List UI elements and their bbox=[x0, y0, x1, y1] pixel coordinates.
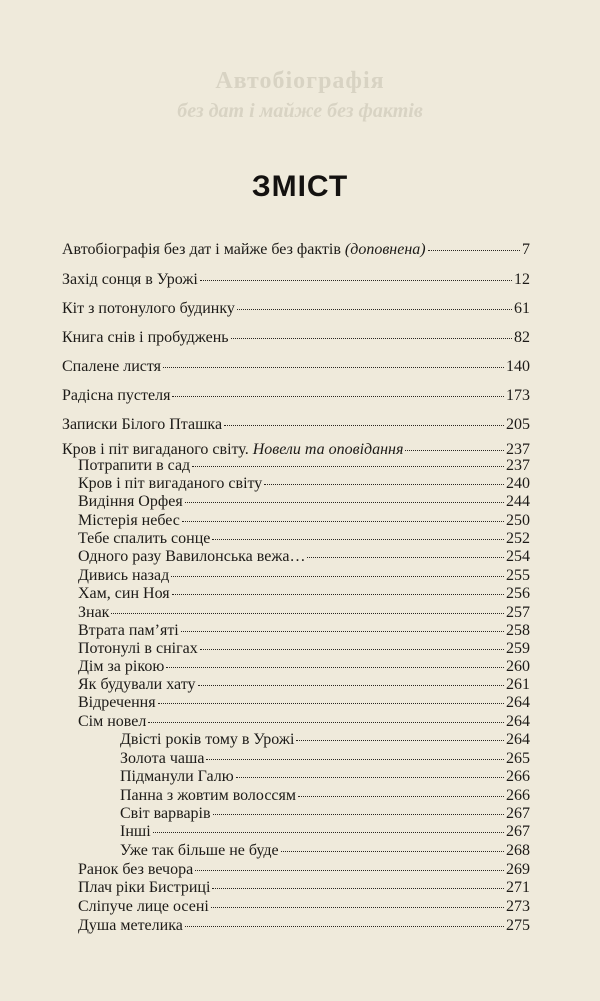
toc-entry-title: Захід сонця в Урожі bbox=[62, 271, 198, 288]
toc-entry bbox=[62, 386, 530, 405]
toc-entry bbox=[78, 897, 530, 916]
toc-entry-title: Видіння Орфея bbox=[78, 493, 183, 510]
toc-entry-title: Потонулі в снігах bbox=[78, 640, 198, 657]
dot-leader bbox=[405, 449, 504, 451]
toc-entry bbox=[62, 357, 530, 376]
toc-entry-page-number: 61 bbox=[514, 300, 530, 317]
dot-leader bbox=[231, 337, 512, 339]
toc-entry-page-number: 252 bbox=[506, 530, 530, 547]
dot-leader bbox=[166, 666, 504, 668]
toc-entry-title: Відречення bbox=[78, 694, 156, 711]
bleed-through-subheading: без дат і майже без фактів bbox=[177, 100, 423, 122]
dot-leader bbox=[172, 593, 504, 595]
toc-entry-title: Ранок без вечора bbox=[78, 861, 194, 878]
toc-entry bbox=[78, 657, 530, 676]
toc-entry bbox=[120, 804, 530, 823]
toc-entry bbox=[78, 675, 530, 694]
toc-entry-page-number: 258 bbox=[506, 622, 530, 639]
toc-entry-title: Золота чаша bbox=[120, 750, 205, 767]
dot-leader bbox=[181, 630, 504, 632]
toc-entry bbox=[78, 456, 530, 475]
toc-entry-title: Містерія небес bbox=[78, 512, 180, 529]
dot-leader bbox=[195, 869, 504, 871]
toc-entry bbox=[120, 822, 530, 841]
toc-entry-title: Підманули Галю bbox=[120, 768, 234, 785]
dot-leader bbox=[307, 556, 504, 558]
toc-entry-title: Панна з жовтим волоссям bbox=[120, 787, 296, 804]
dot-leader bbox=[185, 925, 504, 927]
toc-entry-title: Одного разу Вавилонська вежа… bbox=[78, 548, 306, 565]
toc-entry bbox=[62, 299, 530, 318]
dot-leader bbox=[236, 776, 504, 778]
toc-entry-page-number: 12 bbox=[514, 271, 530, 288]
toc-entry-page-number: 237 bbox=[506, 457, 530, 474]
toc-entry bbox=[62, 328, 530, 347]
dot-leader bbox=[213, 813, 504, 815]
toc-entry-page-number: 271 bbox=[506, 879, 530, 896]
toc-entry-page-number: 237 bbox=[506, 441, 530, 458]
toc-entry-subtitle: (доповнена) bbox=[344, 241, 426, 258]
toc-entry-page-number: 205 bbox=[506, 416, 530, 433]
toc-entry-page-number: 250 bbox=[506, 512, 530, 529]
toc-entry-page-number: 268 bbox=[506, 842, 530, 859]
dot-leader bbox=[224, 424, 504, 426]
toc-entry bbox=[78, 878, 530, 897]
toc-entry-page-number: 7 bbox=[522, 241, 530, 258]
dot-leader bbox=[163, 366, 504, 368]
toc-entry-page-number: 265 bbox=[506, 750, 530, 767]
dot-leader bbox=[281, 850, 504, 852]
toc-entry bbox=[78, 474, 530, 493]
dot-leader bbox=[212, 887, 504, 889]
toc-entry-page-number: 260 bbox=[506, 658, 530, 675]
toc-entry-title: Записки Білого Пташка bbox=[62, 416, 223, 433]
toc-entry bbox=[78, 916, 530, 935]
toc-entry-page-number: 256 bbox=[506, 585, 530, 602]
dot-leader bbox=[182, 520, 504, 522]
bleed-through-heading: Автобіографія bbox=[215, 68, 385, 94]
toc-entry-title: Дивись назад bbox=[78, 567, 170, 584]
toc-entry-title: Сім новел bbox=[78, 713, 147, 730]
toc-entry-page-number: 266 bbox=[506, 787, 530, 804]
toc-entry bbox=[78, 860, 530, 879]
toc-entry-page-number: 264 bbox=[506, 731, 530, 748]
toc-entry-page-number: 244 bbox=[506, 493, 530, 510]
toc-entry-page-number: 240 bbox=[506, 475, 530, 492]
toc-entry bbox=[78, 712, 530, 731]
toc-entry-page-number: 267 bbox=[506, 805, 530, 822]
toc-entry-title: Сліпуче лице осені bbox=[78, 898, 209, 915]
toc-entry-page-number: 254 bbox=[506, 548, 530, 565]
toc-entry bbox=[62, 415, 530, 434]
toc-entry-title: Плач ріки Бистриці bbox=[78, 879, 211, 896]
toc-entry-page-number: 264 bbox=[506, 694, 530, 711]
toc-entry bbox=[78, 603, 530, 622]
dot-leader bbox=[172, 395, 504, 397]
toc-entry-title: Знак bbox=[78, 604, 110, 621]
toc-entry-title: Хам, син Ноя bbox=[78, 585, 170, 602]
toc-entry-title: Уже так більше не буде bbox=[120, 842, 279, 859]
toc-entry-page-number: 82 bbox=[514, 329, 530, 346]
toc-entry bbox=[62, 270, 530, 289]
dot-leader bbox=[206, 758, 504, 760]
dot-leader bbox=[264, 483, 504, 485]
toc-entry-page-number: 269 bbox=[506, 861, 530, 878]
toc-entry-page-number: 255 bbox=[506, 567, 530, 584]
toc-entry-page-number: 264 bbox=[506, 713, 530, 730]
dot-leader bbox=[171, 575, 504, 577]
toc-entry-title: Спалене листя bbox=[62, 358, 162, 375]
toc-entry bbox=[62, 240, 530, 259]
toc-entry bbox=[120, 841, 530, 860]
dot-leader bbox=[237, 308, 512, 310]
toc-entry-page-number: 273 bbox=[506, 898, 530, 915]
dot-leader bbox=[200, 648, 504, 650]
toc-entry-page-number: 173 bbox=[506, 387, 530, 404]
toc-entry bbox=[78, 693, 530, 712]
dot-leader bbox=[192, 465, 504, 467]
toc-entry-page-number: 259 bbox=[506, 640, 530, 657]
dot-leader bbox=[211, 906, 504, 908]
toc-entry bbox=[78, 547, 530, 566]
toc-entry-subtitle: Новели та оповідання bbox=[252, 441, 404, 458]
page-title: ЗМІСТ bbox=[251, 170, 349, 203]
toc-entry bbox=[78, 492, 530, 511]
dot-leader bbox=[296, 739, 504, 741]
dot-leader bbox=[148, 721, 504, 723]
toc-entry-title: Кров і піт вигаданого світу. Новели та оповідання bbox=[62, 441, 404, 458]
dot-leader bbox=[153, 831, 504, 833]
toc-entry-title: Світ варварів bbox=[120, 805, 211, 822]
toc-entry-page-number: 261 bbox=[506, 676, 530, 693]
toc-entry bbox=[78, 621, 530, 640]
toc-entry-title: Дім за рікою bbox=[78, 658, 165, 675]
dot-leader bbox=[198, 684, 505, 686]
toc-entry bbox=[120, 749, 530, 768]
toc-entry-title: Потрапити в сад bbox=[78, 457, 191, 474]
toc-entry-page-number: 267 bbox=[506, 823, 530, 840]
toc-entry-page-number: 275 bbox=[506, 917, 530, 934]
toc-entry bbox=[78, 511, 530, 530]
toc-entry-title: Автобіографія без дат і майже без фактів (доповнена) bbox=[62, 241, 426, 258]
toc-entry-page-number: 266 bbox=[506, 768, 530, 785]
toc-entry-page-number: 140 bbox=[506, 358, 530, 375]
toc-entry-title: Кров і піт вигаданого світу bbox=[78, 475, 263, 492]
toc-entry bbox=[120, 786, 530, 805]
dot-leader bbox=[298, 795, 504, 797]
toc-entry-title: Як будували хату bbox=[78, 676, 196, 693]
toc-entry-title: Душа метелика bbox=[78, 917, 183, 934]
toc-entry bbox=[120, 730, 530, 749]
toc-entry-page-number: 257 bbox=[506, 604, 530, 621]
toc-entry-title: Втрата пам’яті bbox=[78, 622, 179, 639]
toc-entry bbox=[78, 639, 530, 658]
toc-entry bbox=[78, 529, 530, 548]
dot-leader bbox=[158, 702, 504, 704]
dot-leader bbox=[212, 538, 504, 540]
toc-entry-title: Двісті років тому в Урожі bbox=[120, 731, 295, 748]
dot-leader bbox=[185, 501, 504, 503]
toc-entry bbox=[120, 767, 530, 786]
dot-leader bbox=[428, 249, 520, 251]
dot-leader bbox=[111, 612, 504, 614]
toc-entry-title: Книга снів і пробуджень bbox=[62, 329, 229, 346]
toc-entry-title: Кіт з потонулого будинку bbox=[62, 300, 235, 317]
toc-entry bbox=[78, 566, 530, 585]
toc-entry bbox=[78, 584, 530, 603]
toc-entry-title: Радісна пустеля bbox=[62, 387, 171, 404]
toc-entry-title: Тебе спалить сонце bbox=[78, 530, 211, 547]
dot-leader bbox=[200, 279, 512, 281]
toc-entry-title: Інші bbox=[120, 823, 151, 840]
